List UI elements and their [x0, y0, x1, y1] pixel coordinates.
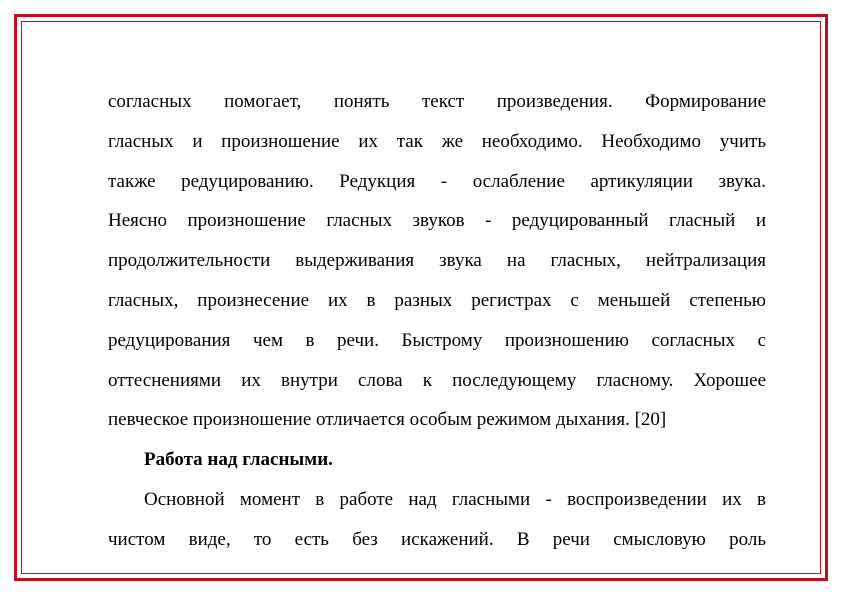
paragraph-line: также редуцированию. Редукция - ослабление артикуляции звука.	[108, 170, 766, 192]
paragraph-line: оттеснениями их внутри слова к последующему гласному. Хорошее	[108, 369, 766, 391]
paragraph-line: согласных помогает, понять текст произведения. Формирование	[108, 91, 766, 112]
paragraph-line: чистом виде, то есть без искажений. В речи смысловую роль	[108, 528, 766, 550]
paragraph-line: редуцирования чем в речи. Быстрому произношению согласных с	[108, 329, 766, 351]
paragraph-line: продолжительности выдерживания звука на гласных, нейтрализация	[108, 250, 766, 272]
paragraph-line: гласных и произношение их так же необходимо. Необходимо учить	[108, 130, 766, 152]
section-heading: Работа над гласными.	[144, 449, 333, 471]
paragraph-line: Неясно произношение гласных звуков - редуцированный гласный и	[108, 210, 766, 232]
paragraph-line-last: певческое произношение отличается особым режимом дыхания. [20]	[108, 409, 667, 431]
document-body	[108, 82, 766, 560]
paragraph-line: Основной момент в работе над гласными - воспроизведении их в	[144, 488, 766, 510]
paragraph-line: гласных, произнесение их в разных регистрах с меньшей степенью	[108, 289, 766, 311]
